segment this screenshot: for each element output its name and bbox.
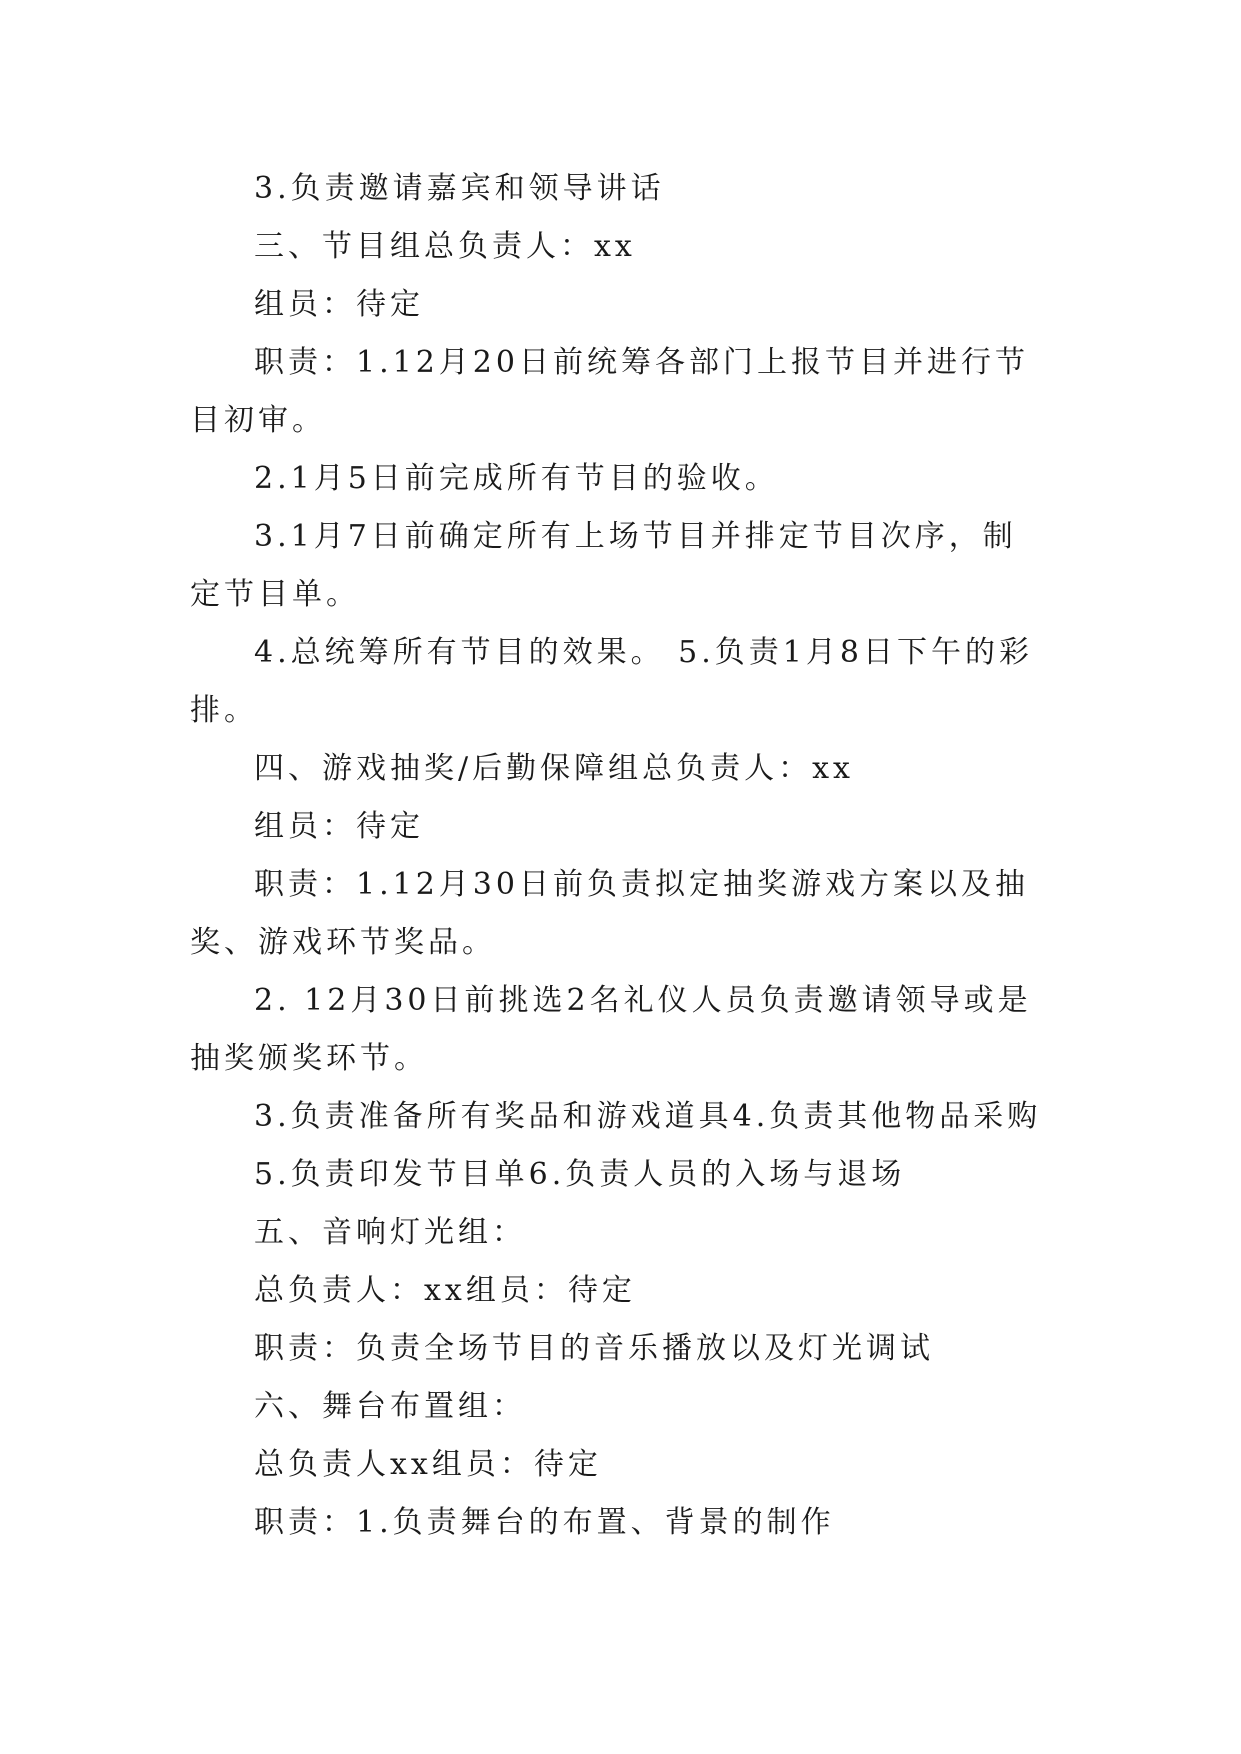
paragraph-13: 5.负责印发节目单6.负责人员的入场与退场 <box>254 1157 906 1192</box>
paragraph-7: 4.总统筹所有节目的效果。 5.负责1月8日下午的彩排。 <box>190 635 1033 728</box>
document-body <box>190 160 1050 1552</box>
paragraph-18: 总负责人xx组员：待定 <box>254 1447 602 1482</box>
section-heading-sound-light-group: 五、音响灯光组： <box>254 1215 526 1250</box>
paragraph-3: 组员：待定 <box>254 287 424 322</box>
paragraph-11: 2. 12月30日前挑选2名礼仪人员负责邀请领导或是抽奖颁奖环节。 <box>190 983 1032 1076</box>
paragraph-19: 职责：1.负责舞台的布置、背景的制作 <box>254 1505 835 1540</box>
paragraph-16: 职责：负责全场节目的音乐播放以及灯光调试 <box>254 1331 934 1366</box>
section-heading-program-group: 三、节目组总负责人：xx <box>254 229 636 264</box>
section-heading-stage-setup-group: 六、舞台布置组： <box>254 1389 526 1424</box>
paragraph-15: 总负责人：xx组员：待定 <box>254 1273 636 1308</box>
paragraph-6: 3.1月7日前确定所有上场节目并排定节目次序，制定节目单。 <box>190 519 1017 612</box>
paragraph-9: 组员：待定 <box>254 809 424 844</box>
paragraph-12: 3.负责准备所有奖品和游戏道具4.负责其他物品采购 <box>254 1099 1042 1134</box>
paragraph-5: 2.1月5日前完成所有节目的验收。 <box>254 461 779 496</box>
paragraph-4: 职责：1.12月20日前统筹各部门上报节目并进行节目初审。 <box>190 345 1029 438</box>
paragraph-10: 职责：1.12月30日前负责拟定抽奖游戏方案以及抽奖、游戏环节奖品。 <box>190 867 1029 960</box>
paragraph-1: 3.负责邀请嘉宾和领导讲话 <box>254 171 665 206</box>
section-heading-game-lottery-group: 四、游戏抽奖/后勤保障组总负责人：xx <box>254 751 854 786</box>
